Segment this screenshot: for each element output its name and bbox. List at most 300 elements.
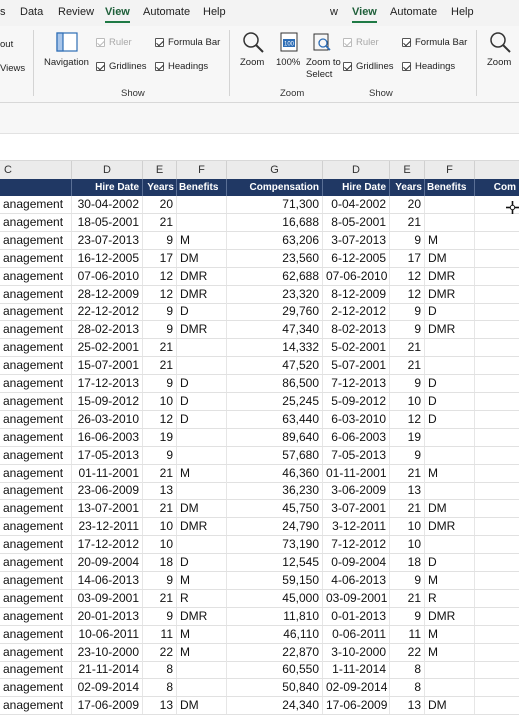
cell-comp[interactable]: 16,688 xyxy=(227,214,323,231)
cell-years2[interactable]: 21 xyxy=(390,339,425,356)
cell-years[interactable]: 9 xyxy=(143,447,177,464)
cell-benefits2[interactable] xyxy=(425,536,475,553)
cell-years[interactable]: 21 xyxy=(143,590,177,607)
cell-years2[interactable]: 9 xyxy=(390,375,425,392)
cell-years[interactable]: 21 xyxy=(143,339,177,356)
cell-years2[interactable]: 17 xyxy=(390,250,425,267)
cell-date[interactable]: 07-06-2010 xyxy=(72,268,143,285)
cell-benefits[interactable] xyxy=(177,482,227,499)
cell-years[interactable]: 10 xyxy=(143,393,177,410)
cell-date[interactable]: 16-06-2003 xyxy=(72,429,143,446)
cell-benefits2[interactable] xyxy=(425,661,475,678)
cell-empty[interactable] xyxy=(475,268,519,285)
zoom-to-selection-label[interactable]: Zoom to xyxy=(306,57,341,68)
cell-comp[interactable]: 11,810 xyxy=(227,608,323,625)
cell-comp[interactable]: 12,545 xyxy=(227,554,323,571)
cell-benefits2[interactable]: DM xyxy=(425,697,475,714)
ruler-checkbox[interactable] xyxy=(96,38,105,47)
cell-benefits[interactable]: DMR xyxy=(177,518,227,535)
cell-dept[interactable]: anagement xyxy=(0,375,72,392)
column-header[interactable]: C xyxy=(0,161,72,179)
cell-date[interactable]: 25-02-2001 xyxy=(72,339,143,356)
cell-comp[interactable]: 86,500 xyxy=(227,375,323,392)
cell-years2[interactable]: 22 xyxy=(390,644,425,661)
cell-years2[interactable]: 21 xyxy=(390,465,425,482)
cell-date[interactable]: 23-07-2013 xyxy=(72,232,143,249)
column-header[interactable]: G xyxy=(227,161,323,179)
cell-years2[interactable]: 8 xyxy=(390,679,425,696)
cell-dept[interactable]: anagement xyxy=(0,393,72,410)
cell-years2[interactable]: 21 xyxy=(390,590,425,607)
cell-date2[interactable]: 6-12-2005 xyxy=(323,250,390,267)
cell-benefits2[interactable] xyxy=(425,196,475,213)
cell-dept[interactable]: anagement xyxy=(0,661,72,678)
cell-date2[interactable]: 03-09-2001 xyxy=(323,590,390,607)
cell-comp[interactable]: 22,870 xyxy=(227,644,323,661)
cell-dept[interactable]: anagement xyxy=(0,447,72,464)
cell-date2[interactable]: 6-06-2003 xyxy=(323,429,390,446)
gridlines-checkbox[interactable] xyxy=(96,62,105,71)
cell-years2[interactable]: 12 xyxy=(390,411,425,428)
header-cell[interactable] xyxy=(0,179,72,196)
cell-benefits[interactable]: D xyxy=(177,393,227,410)
cell-comp[interactable]: 63,206 xyxy=(227,232,323,249)
cell-date2[interactable]: 8-12-2009 xyxy=(323,286,390,303)
cell-date[interactable]: 03-09-2001 xyxy=(72,590,143,607)
cell-benefits[interactable]: D xyxy=(177,375,227,392)
cell-benefits[interactable] xyxy=(177,429,227,446)
cell-benefits2[interactable] xyxy=(425,447,475,464)
cell-empty[interactable] xyxy=(475,536,519,553)
cell-empty[interactable] xyxy=(475,339,519,356)
cell-dept[interactable]: anagement xyxy=(0,357,72,374)
cell-benefits2[interactable]: M xyxy=(425,572,475,589)
cell-dept[interactable]: anagement xyxy=(0,626,72,643)
cell-benefits[interactable]: M xyxy=(177,465,227,482)
cell-date2[interactable]: 4-06-2013 xyxy=(323,572,390,589)
cell-date2[interactable]: 7-12-2012 xyxy=(323,536,390,553)
ruler-checkbox-right[interactable] xyxy=(343,38,352,47)
cell-date2[interactable]: 3-07-2013 xyxy=(323,232,390,249)
cell-benefits[interactable]: D xyxy=(177,411,227,428)
cell-empty[interactable] xyxy=(475,447,519,464)
cell-dept[interactable]: anagement xyxy=(0,697,72,714)
cell-comp[interactable]: 50,840 xyxy=(227,679,323,696)
formula-bar-checkbox[interactable] xyxy=(155,38,164,47)
cell-years2[interactable]: 10 xyxy=(390,536,425,553)
cell-comp[interactable]: 23,320 xyxy=(227,286,323,303)
formula-bar-area[interactable] xyxy=(0,103,519,134)
cell-empty[interactable] xyxy=(475,429,519,446)
cell-benefits2[interactable]: M xyxy=(425,626,475,643)
header-cell[interactable]: Benefits xyxy=(425,179,475,196)
menu-tab-review[interactable]: Review xyxy=(58,6,95,18)
cell-empty[interactable] xyxy=(475,393,519,410)
cell-benefits2[interactable] xyxy=(425,679,475,696)
cell-date[interactable]: 28-02-2013 xyxy=(72,321,143,338)
cell-empty[interactable] xyxy=(475,500,519,517)
cell-comp[interactable]: 47,340 xyxy=(227,321,323,338)
header-cell[interactable]: Years xyxy=(390,179,425,196)
cell-years2[interactable]: 12 xyxy=(390,286,425,303)
cell-dept[interactable]: anagement xyxy=(0,554,72,571)
cell-dept[interactable]: anagement xyxy=(0,232,72,249)
cell-dept[interactable]: anagement xyxy=(0,429,72,446)
cell-benefits2[interactable]: D xyxy=(425,411,475,428)
cell-date2[interactable]: 1-11-2014 xyxy=(323,661,390,678)
cell-years[interactable]: 21 xyxy=(143,465,177,482)
cell-dept[interactable]: anagement xyxy=(0,644,72,661)
cell-benefits2[interactable]: DMR xyxy=(425,286,475,303)
cell-empty[interactable] xyxy=(475,661,519,678)
cell-date[interactable]: 17-05-2013 xyxy=(72,447,143,464)
cell-comp[interactable]: 47,520 xyxy=(227,357,323,374)
cell-comp[interactable]: 36,230 xyxy=(227,482,323,499)
cell-years2[interactable]: 9 xyxy=(390,321,425,338)
cell-date[interactable]: 20-01-2013 xyxy=(72,608,143,625)
cell-years[interactable]: 21 xyxy=(143,357,177,374)
zoom-magnifier-icon[interactable] xyxy=(242,31,264,53)
cell-date[interactable]: 28-12-2009 xyxy=(72,286,143,303)
cell-benefits[interactable]: D xyxy=(177,303,227,320)
headings-checkbox-right[interactable] xyxy=(402,62,411,71)
cell-comp[interactable]: 59,150 xyxy=(227,572,323,589)
cell-dept[interactable]: anagement xyxy=(0,411,72,428)
cell-comp[interactable]: 60,550 xyxy=(227,661,323,678)
cell-years2[interactable]: 9 xyxy=(390,608,425,625)
cell-date[interactable]: 21-11-2014 xyxy=(72,661,143,678)
cell-years2[interactable]: 12 xyxy=(390,268,425,285)
cell-date2[interactable]: 2-12-2012 xyxy=(323,303,390,320)
cell-benefits[interactable]: D xyxy=(177,554,227,571)
cell-comp[interactable]: 24,340 xyxy=(227,697,323,714)
zoom-button-label-2[interactable]: Zoom xyxy=(487,57,512,68)
cell-comp[interactable]: 45,000 xyxy=(227,590,323,607)
menu-tab-partial-right[interactable]: w xyxy=(330,6,338,18)
cell-years[interactable]: 9 xyxy=(143,375,177,392)
cell-years2[interactable]: 21 xyxy=(390,357,425,374)
cell-date[interactable]: 15-07-2001 xyxy=(72,357,143,374)
cell-date2[interactable]: 3-12-2011 xyxy=(323,518,390,535)
zoom-magnifier-icon-2[interactable] xyxy=(489,31,511,53)
cell-empty[interactable] xyxy=(475,518,519,535)
cell-empty[interactable] xyxy=(475,411,519,428)
cell-dept[interactable]: anagement xyxy=(0,536,72,553)
cell-benefits2[interactable]: DMR xyxy=(425,268,475,285)
header-cell[interactable]: Benefits xyxy=(177,179,227,196)
ribbon-views-label[interactable]: Views xyxy=(0,63,26,74)
cell-date2[interactable]: 8-02-2013 xyxy=(323,321,390,338)
cell-benefits2[interactable]: DM xyxy=(425,250,475,267)
cell-years[interactable]: 10 xyxy=(143,536,177,553)
cell-date2[interactable]: 0-09-2004 xyxy=(323,554,390,571)
cell-benefits[interactable]: M xyxy=(177,572,227,589)
menu-tab-automate[interactable]: Automate xyxy=(143,6,191,18)
cell-years[interactable]: 8 xyxy=(143,661,177,678)
cell-benefits2[interactable] xyxy=(425,214,475,231)
cell-date[interactable]: 23-12-2011 xyxy=(72,518,143,535)
cell-date2[interactable]: 5-07-2001 xyxy=(323,357,390,374)
cell-date[interactable]: 02-09-2014 xyxy=(72,679,143,696)
cell-benefits[interactable] xyxy=(177,196,227,213)
cell-empty[interactable] xyxy=(475,482,519,499)
cell-date2[interactable]: 5-09-2012 xyxy=(323,393,390,410)
cell-years[interactable]: 9 xyxy=(143,303,177,320)
column-header[interactable]: F xyxy=(425,161,475,179)
cell-years2[interactable]: 9 xyxy=(390,232,425,249)
cell-date2[interactable]: 3-06-2009 xyxy=(323,482,390,499)
cell-date2[interactable]: 01-11-2001 xyxy=(323,465,390,482)
cell-years[interactable]: 8 xyxy=(143,679,177,696)
cell-years2[interactable]: 18 xyxy=(390,554,425,571)
cell-benefits2[interactable]: D xyxy=(425,303,475,320)
cell-date[interactable]: 22-12-2012 xyxy=(72,303,143,320)
cell-years[interactable]: 21 xyxy=(143,500,177,517)
cell-benefits2[interactable] xyxy=(425,357,475,374)
cell-empty[interactable] xyxy=(475,232,519,249)
cell-benefits2[interactable]: D xyxy=(425,375,475,392)
header-cell[interactable]: Com xyxy=(493,182,516,193)
cell-date2[interactable]: 0-01-2013 xyxy=(323,608,390,625)
cell-empty[interactable] xyxy=(475,697,519,714)
cell-benefits[interactable]: DM xyxy=(177,250,227,267)
cell-benefits2[interactable]: R xyxy=(425,590,475,607)
cell-date2[interactable]: 17-06-2009 xyxy=(323,697,390,714)
cell-benefits[interactable] xyxy=(177,661,227,678)
cell-years2[interactable]: 9 xyxy=(390,572,425,589)
menu-tab-view[interactable]: View xyxy=(105,6,130,18)
cell-years2[interactable]: 9 xyxy=(390,303,425,320)
cell-years2[interactable]: 10 xyxy=(390,518,425,535)
menu-tab-view-right[interactable]: View xyxy=(352,6,377,18)
zoom-to-selection-label-2[interactable]: Select xyxy=(306,69,333,80)
cell-benefits2[interactable]: M xyxy=(425,465,475,482)
zoom-100-label[interactable]: 100% xyxy=(276,57,301,68)
cell-dept[interactable]: anagement xyxy=(0,303,72,320)
cell-empty[interactable] xyxy=(475,214,519,231)
cell-years[interactable]: 13 xyxy=(143,697,177,714)
cell-empty[interactable] xyxy=(475,375,519,392)
cell-benefits[interactable] xyxy=(177,339,227,356)
menu-tab-data[interactable]: Data xyxy=(20,6,44,18)
cell-benefits2[interactable] xyxy=(425,429,475,446)
cell-date[interactable]: 26-03-2010 xyxy=(72,411,143,428)
cell-years[interactable]: 19 xyxy=(143,429,177,446)
cell-empty[interactable] xyxy=(475,465,519,482)
cell-date2[interactable]: 6-03-2010 xyxy=(323,411,390,428)
cell-empty[interactable] xyxy=(475,679,519,696)
cell-date[interactable]: 20-09-2004 xyxy=(72,554,143,571)
cell-dept[interactable]: anagement xyxy=(0,250,72,267)
cell-dept[interactable]: anagement xyxy=(0,590,72,607)
gridlines-checkbox-right[interactable] xyxy=(343,62,352,71)
cell-empty[interactable] xyxy=(475,250,519,267)
cell-benefits2[interactable]: M xyxy=(425,644,475,661)
cell-date2[interactable]: 07-06-2010 xyxy=(323,268,390,285)
cell-benefits[interactable]: DM xyxy=(177,697,227,714)
cell-years[interactable]: 12 xyxy=(143,411,177,428)
header-cell[interactable]: Years xyxy=(143,179,177,196)
cell-benefits[interactable]: M xyxy=(177,626,227,643)
cell-dept[interactable]: anagement xyxy=(0,518,72,535)
cell-benefits[interactable] xyxy=(177,214,227,231)
column-header[interactable]: D xyxy=(72,161,143,179)
header-cell[interactable]: Compensation xyxy=(227,179,323,196)
menu-tab-partial[interactable]: s xyxy=(0,6,6,18)
cell-dept[interactable]: anagement xyxy=(0,339,72,356)
cell-empty[interactable] xyxy=(475,644,519,661)
zoom-100-icon[interactable] xyxy=(278,31,300,53)
cell-empty[interactable] xyxy=(475,590,519,607)
zoom-to-selection-icon[interactable] xyxy=(310,31,332,53)
cell-years2[interactable]: 13 xyxy=(390,697,425,714)
column-header[interactable]: E xyxy=(143,161,177,179)
cell-date2[interactable]: 5-02-2001 xyxy=(323,339,390,356)
column-header[interactable]: E xyxy=(390,161,425,179)
cell-years[interactable]: 22 xyxy=(143,644,177,661)
cell-years[interactable]: 9 xyxy=(143,232,177,249)
cell-date[interactable]: 13-07-2001 xyxy=(72,500,143,517)
cell-dept[interactable]: anagement xyxy=(0,500,72,517)
cell-benefits[interactable] xyxy=(177,357,227,374)
cell-empty[interactable] xyxy=(475,572,519,589)
cell-comp[interactable]: 25,245 xyxy=(227,393,323,410)
column-header-empty[interactable] xyxy=(475,161,519,179)
cell-years2[interactable]: 20 xyxy=(390,196,425,213)
cell-date[interactable]: 01-11-2001 xyxy=(72,465,143,482)
header-cell[interactable]: Hire Date xyxy=(72,179,143,196)
cell-empty[interactable] xyxy=(475,286,519,303)
cell-years[interactable]: 11 xyxy=(143,626,177,643)
cell-years[interactable]: 12 xyxy=(143,286,177,303)
zoom-button-label[interactable]: Zoom xyxy=(240,57,265,68)
cell-benefits2[interactable]: D xyxy=(425,393,475,410)
cell-comp[interactable]: 89,640 xyxy=(227,429,323,446)
ribbon-out-label[interactable]: out xyxy=(0,39,14,50)
cell-comp[interactable]: 23,560 xyxy=(227,250,323,267)
cell-benefits2[interactable]: D xyxy=(425,554,475,571)
cell-benefits[interactable] xyxy=(177,447,227,464)
cell-benefits[interactable] xyxy=(177,679,227,696)
cell-date[interactable]: 30-04-2002 xyxy=(72,196,143,213)
cell-benefits2[interactable]: DMR xyxy=(425,518,475,535)
cell-comp[interactable]: 24,790 xyxy=(227,518,323,535)
cell-years2[interactable]: 8 xyxy=(390,661,425,678)
cell-comp[interactable]: 46,110 xyxy=(227,626,323,643)
column-header[interactable]: F xyxy=(177,161,227,179)
headings-checkbox[interactable] xyxy=(155,62,164,71)
cell-benefits[interactable]: DMR xyxy=(177,268,227,285)
cell-benefits2[interactable]: M xyxy=(425,232,475,249)
cell-date[interactable]: 10-06-2011 xyxy=(72,626,143,643)
menu-tab-help[interactable]: Help xyxy=(203,6,226,18)
cell-comp[interactable]: 14,332 xyxy=(227,339,323,356)
navigation-button-label[interactable]: Navigation xyxy=(44,57,89,68)
cell-benefits[interactable] xyxy=(177,536,227,553)
cell-years2[interactable]: 9 xyxy=(390,447,425,464)
cell-benefits[interactable]: DMR xyxy=(177,321,227,338)
formula-bar-checkbox-right[interactable] xyxy=(402,38,411,47)
cell-dept[interactable]: anagement xyxy=(0,482,72,499)
cell-date[interactable]: 16-12-2005 xyxy=(72,250,143,267)
cell-benefits2[interactable] xyxy=(425,482,475,499)
cell-dept[interactable]: anagement xyxy=(0,608,72,625)
cell-dept[interactable]: anagement xyxy=(0,214,72,231)
header-cell[interactable]: Hire Date xyxy=(323,179,390,196)
cell-date2[interactable]: 7-05-2013 xyxy=(323,447,390,464)
cell-date2[interactable]: 0-06-2011 xyxy=(323,626,390,643)
cell-date2[interactable]: 8-05-2001 xyxy=(323,214,390,231)
cell-years[interactable]: 10 xyxy=(143,518,177,535)
cell-benefits2[interactable]: DMR xyxy=(425,321,475,338)
cell-benefits[interactable]: DM xyxy=(177,500,227,517)
cell-years[interactable]: 13 xyxy=(143,482,177,499)
cell-comp[interactable]: 46,360 xyxy=(227,465,323,482)
cell-dept[interactable]: anagement xyxy=(0,572,72,589)
cell-comp[interactable]: 71,300 xyxy=(227,196,323,213)
cell-comp[interactable]: 63,440 xyxy=(227,411,323,428)
cell-dept[interactable]: anagement xyxy=(0,196,72,213)
cell-comp[interactable]: 29,760 xyxy=(227,303,323,320)
cell-dept[interactable]: anagement xyxy=(0,321,72,338)
cell-years2[interactable]: 19 xyxy=(390,429,425,446)
cell-date[interactable]: 18-05-2001 xyxy=(72,214,143,231)
cell-date[interactable]: 17-12-2013 xyxy=(72,375,143,392)
column-header[interactable]: D xyxy=(323,161,390,179)
cell-empty[interactable] xyxy=(475,303,519,320)
menu-tab-automate-right[interactable]: Automate xyxy=(390,6,438,18)
cell-years[interactable]: 9 xyxy=(143,572,177,589)
cell-years2[interactable]: 10 xyxy=(390,393,425,410)
cell-date2[interactable]: 7-12-2013 xyxy=(323,375,390,392)
cell-date2[interactable]: 3-10-2000 xyxy=(323,644,390,661)
cell-years[interactable]: 21 xyxy=(143,214,177,231)
cell-benefits[interactable]: DMR xyxy=(177,286,227,303)
cell-date2[interactable]: 0-04-2002 xyxy=(323,196,390,213)
cell-benefits2[interactable]: DM xyxy=(425,500,475,517)
cell-date[interactable]: 23-06-2009 xyxy=(72,482,143,499)
cell-empty[interactable] xyxy=(475,321,519,338)
cell-benefits[interactable]: R xyxy=(177,590,227,607)
cell-years2[interactable]: 21 xyxy=(390,500,425,517)
cell-dept[interactable]: anagement xyxy=(0,679,72,696)
cell-years[interactable]: 18 xyxy=(143,554,177,571)
cell-comp[interactable]: 62,688 xyxy=(227,268,323,285)
cell-dept[interactable]: anagement xyxy=(0,286,72,303)
cell-benefits2[interactable]: DMR xyxy=(425,608,475,625)
cell-empty[interactable] xyxy=(475,608,519,625)
cell-date[interactable]: 15-09-2012 xyxy=(72,393,143,410)
cell-date2[interactable]: 02-09-2014 xyxy=(323,679,390,696)
cell-years[interactable]: 20 xyxy=(143,196,177,213)
menu-tab-help-right[interactable]: Help xyxy=(451,6,474,18)
cell-comp[interactable]: 45,750 xyxy=(227,500,323,517)
cell-date[interactable]: 17-12-2012 xyxy=(72,536,143,553)
cell-comp[interactable]: 57,680 xyxy=(227,447,323,464)
cell-date[interactable]: 14-06-2013 xyxy=(72,572,143,589)
cell-years[interactable]: 9 xyxy=(143,321,177,338)
cell-dept[interactable]: anagement xyxy=(0,268,72,285)
cell-years2[interactable]: 13 xyxy=(390,482,425,499)
cell-date[interactable]: 17-06-2009 xyxy=(72,697,143,714)
cell-years2[interactable]: 11 xyxy=(390,626,425,643)
cell-years2[interactable]: 21 xyxy=(390,214,425,231)
cell-date[interactable]: 23-10-2000 xyxy=(72,644,143,661)
cell-empty[interactable] xyxy=(475,357,519,374)
cell-years[interactable]: 17 xyxy=(143,250,177,267)
cell-date2[interactable]: 3-07-2001 xyxy=(323,500,390,517)
cell-benefits[interactable]: DMR xyxy=(177,608,227,625)
